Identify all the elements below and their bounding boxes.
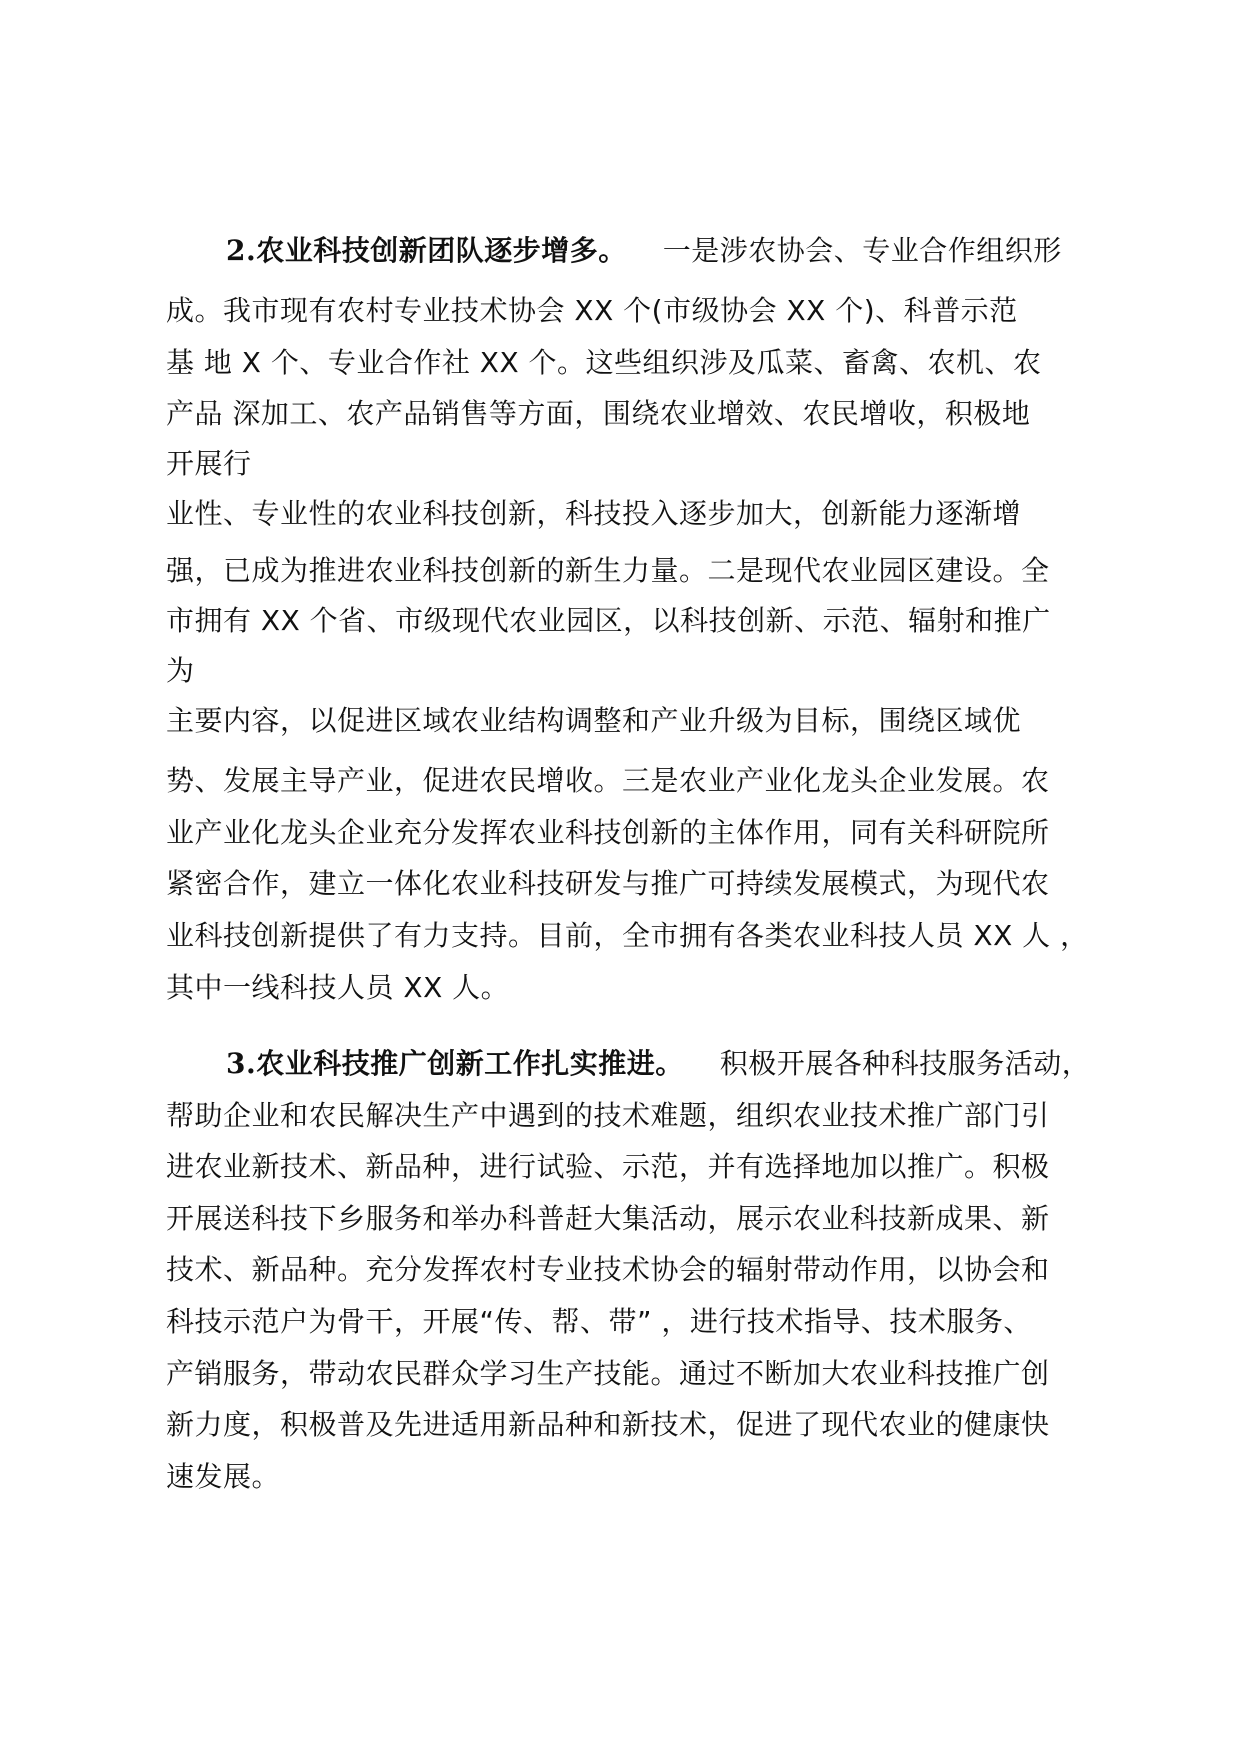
- section2-line-14: 其中一线科技人员 XX 人。: [166, 971, 510, 1004]
- section2-line-6: 强，已成为推进农业科技创新的新生力量。二是现代农业园区建设。全: [166, 554, 1050, 587]
- section2-line-10: 势、发展主导产业，促进农民增收。三是农业产业化龙头企业发展。农: [166, 764, 1050, 797]
- section3-first-line: [226, 1046, 1090, 1082]
- section3-line-7: 新力度，积极普及先进适用新品种和新技术，促进了现代农业的健康快: [166, 1408, 1050, 1441]
- section2-line-13: 业科技创新提供了有力支持。目前，全市拥有各类农业科技人员 XX 人 ，: [166, 919, 1089, 952]
- section2-heading: 2.农业科技创新团队逐步增多。: [226, 234, 627, 267]
- section2-line-9: 主要内容，以促进区域农业结构调整和产业升级为目标，围绕区域优: [166, 704, 1022, 737]
- section3-line-1: 帮助企业和农民解决生产中遇到的技术难题，组织农业技术推广部门引: [166, 1099, 1050, 1132]
- section2-line-7: 市拥有 XX 个省、市级现代农业园区，以科技创新、示范、辐射和推广: [166, 604, 1051, 637]
- section2-line-4: 开展行: [166, 447, 252, 480]
- section3-line-8: 速发展。: [166, 1460, 281, 1493]
- section2-first-line: [226, 233, 1062, 269]
- section2-line-12: 紧密合作，建立一体化农业科技研发与推广可持续发展模式，为现代农: [166, 867, 1050, 900]
- section3-line-2: 进农业新技术、新品种，进行试验、示范，并有选择地加以推广。积极: [166, 1150, 1050, 1183]
- section2-line-11: 业产业化龙头企业充分发挥农业科技创新的主体作用，同有关科研院所: [166, 816, 1050, 849]
- section3-line-0: 积极开展各种科技服务活动，: [719, 1047, 1091, 1080]
- section2-line-2: 基 地 X 个、专业合作社 XX 个。这些组织涉及瓜菜、畜禽、农机、农: [166, 346, 1042, 379]
- section3-line-5: 科技示范户为骨干，开展“传、帮、带” ，进行技术指导、技术服务、: [166, 1305, 1032, 1338]
- section3-heading: 3.农业科技推广创新工作扎实推进。: [226, 1047, 684, 1080]
- section2-line-5: 业性、专业性的农业科技创新，科技投入逐步加大，创新能力逐渐增: [166, 497, 1022, 530]
- section2-line-8: 为: [166, 654, 195, 687]
- section2-line-3: 产品 深加工、农产品销售等方面，围绕农业增效、农民增收，积极地: [166, 397, 1031, 430]
- section3-line-6: 产销服务，带动农民群众学习生产技能。通过不断加大农业科技推广创: [166, 1357, 1050, 1390]
- section3-line-3: 开展送科技下乡服务和举办科普赶大集活动，展示农业科技新成果、新: [166, 1202, 1050, 1235]
- section2-line-0: 一是涉农协会、专业合作组织形: [662, 234, 1062, 267]
- section3-line-4: 技术、新品种。充分发挥农村专业技术协会的辐射带动作用，以协会和: [166, 1253, 1050, 1286]
- section2-line-1: 成。我市现有农村专业技术协会 XX 个(市级协会 XX 个)、科普示范: [166, 294, 1018, 327]
